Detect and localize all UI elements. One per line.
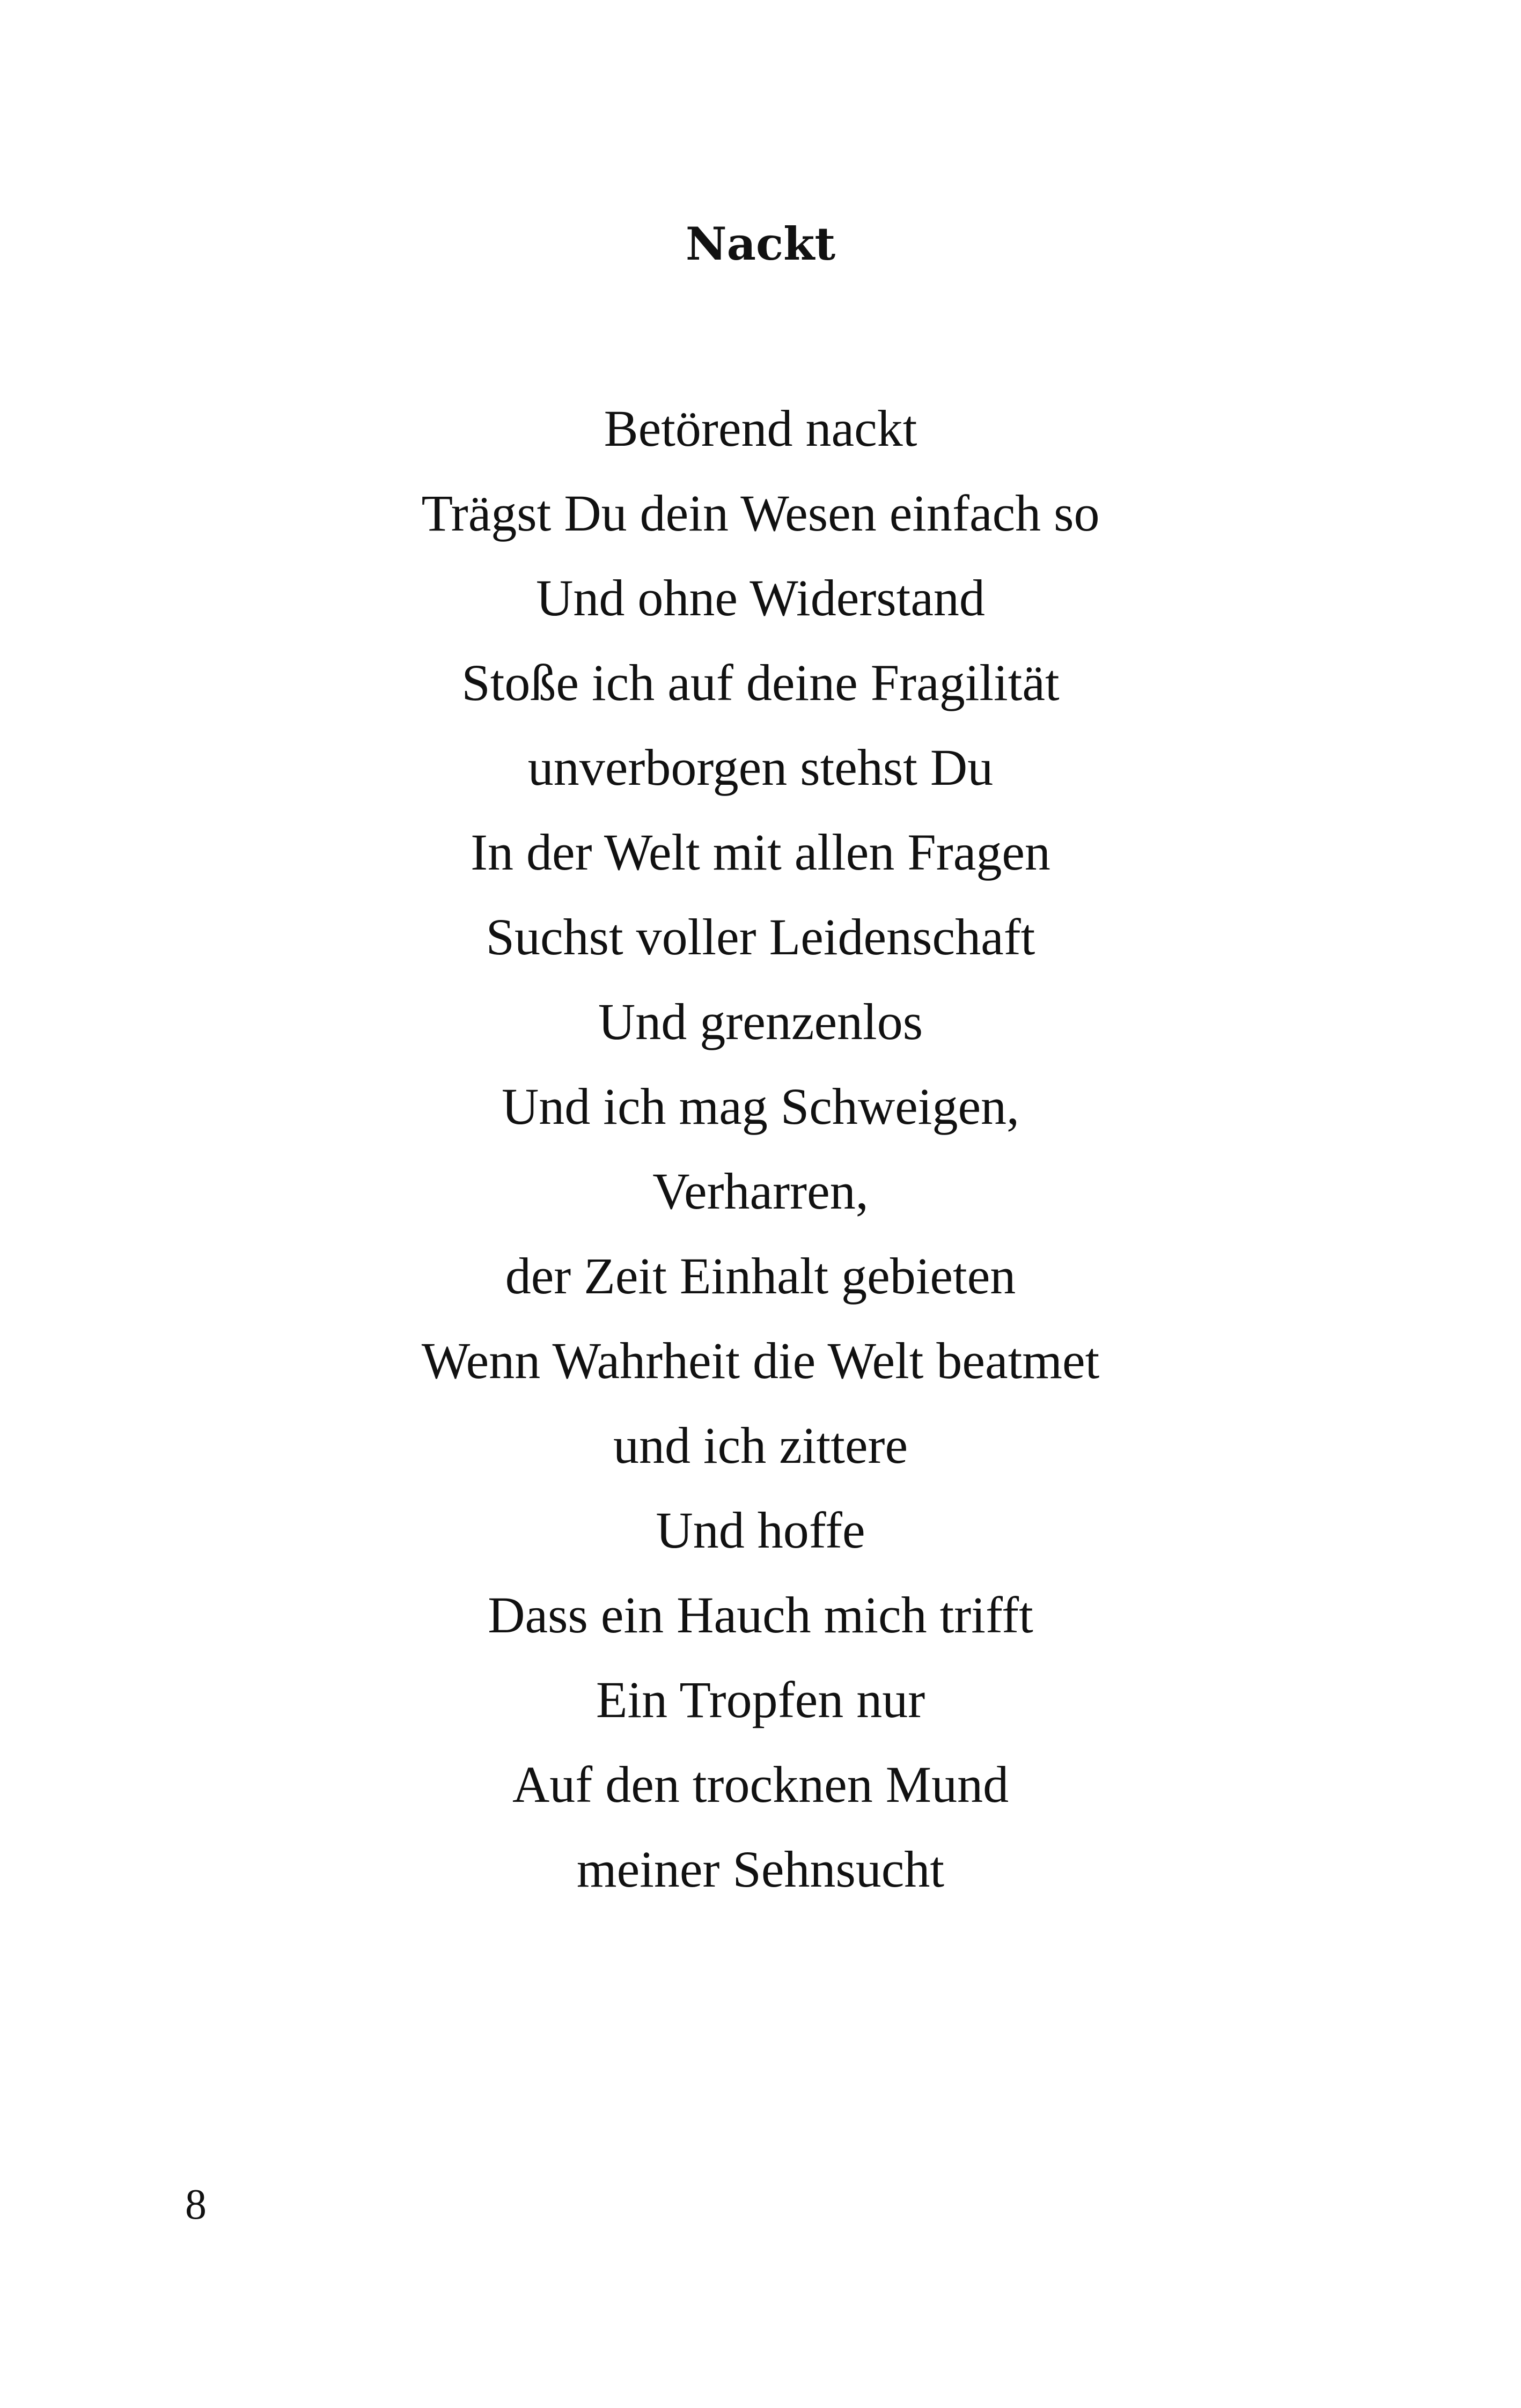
poem-line: Dass ein Hauch mich trifft bbox=[488, 1586, 1033, 1644]
poem-line: Trägst Du dein Wesen einfach so bbox=[421, 484, 1100, 542]
page-number: 8 bbox=[185, 2181, 207, 2228]
poem-line: Und hoffe bbox=[656, 1501, 865, 1559]
poem-body bbox=[0, 386, 1521, 1912]
poem-line: Wenn Wahrheit die Welt beatmet bbox=[421, 1332, 1100, 1389]
poem-line: meiner Sehnsucht bbox=[576, 1840, 945, 1898]
poem-line: Verharren, bbox=[652, 1162, 869, 1220]
poem-line: Auf den trocknen Mund bbox=[512, 1756, 1009, 1813]
poem-line: der Zeit Einhalt gebieten bbox=[505, 1247, 1016, 1305]
poem-line: Betörend nackt bbox=[604, 400, 917, 457]
poem-title: Nackt bbox=[685, 217, 836, 270]
poem-line: unverborgen stehst Du bbox=[527, 739, 994, 796]
poem-line: Stoße ich auf deine Fragilität bbox=[461, 654, 1060, 711]
poem-line: In der Welt mit allen Fragen bbox=[471, 823, 1050, 881]
poem-line: Ein Tropfen nur bbox=[596, 1671, 925, 1728]
poem-line: Und ohne Widerstand bbox=[536, 569, 985, 627]
poem-line: und ich zittere bbox=[613, 1417, 908, 1474]
poem-line: Und ich mag Schweigen, bbox=[501, 1078, 1020, 1135]
poem-line: Und grenzenlos bbox=[598, 993, 923, 1050]
poem-line: Suchst voller Leidenschaft bbox=[486, 908, 1035, 966]
